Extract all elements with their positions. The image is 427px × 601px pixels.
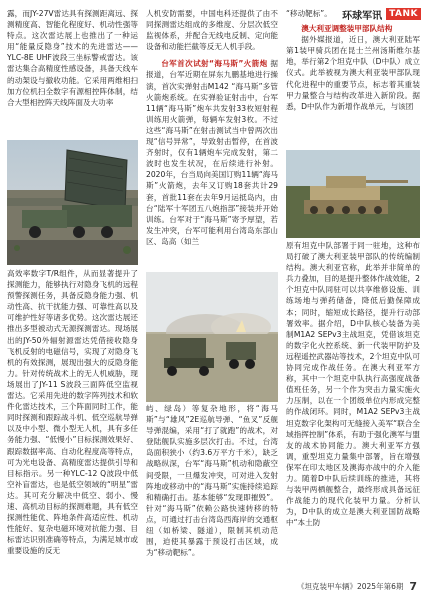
- paragraph: 据外媒报道，近日，澳大利亚陆军第1装甲骑兵团在昆士兰州汤斯维尔基地，举行第2个坦克中队（D中队）成立仪式。此举被视为澳大利亚装甲部队现代化进程中的重要节点，标志着其重装甲力量整合与结构改革进入新阶段。据悉，D中队作为新增作战单元，与该团: [286, 35, 420, 111]
- page-number: 7: [409, 580, 417, 593]
- paragraph: 露，而JY-27V雷达具有探测距离远、探测精度高、智能化程度好、机动性强等特点。这次雷达展上也推出了一种运用“能量反隐身”技术的先进雷达——YLC-8E UHF波段三坐标警戒雷达。该雷达集合高精度性感设备，具备天线车的动架设与撤收功能。它采用两维相扫加方位机扫全数字有源相控阵体制，结合大型相控阵天线阵面及大功率: [7, 9, 138, 107]
- paragraph: 人机安防需要，中国电科还提供了由不同探测雷达组成的多维度、分层次低空监视体系，并配合无线电反制、定向能设备和动能拦截等反无人机手段。: [146, 9, 278, 52]
- paragraph: 据报道，台军近期在屏东九鹏基地进行操演，首次实弹射击M142 “海马斯”多管火箭炮系统。在实弹验证射击中，台军11辆“海马斯”炮车共发射33枚短射程训练用火箭弹，每辆车发射3枚。不过这些“海马斯”在射击测试当中曾两次出现“信号异常”，导致射击暂停，在首波齐射时，仅有1辆炮车完成发射，第二波时也发生状况，在后续进行补射。2020年，台当局向美国订购11辆“海马斯”火箭炮，去年又订购18套共计29套，首批11套在去年9月运抵岛内，由台“陆军十军团五八炮指部”接装并开始训练。台军对于“海马斯”寄予厚望，若发生冲突，台军可能利用台湾岛东部山区、岛高（如兰: [146, 59, 278, 246]
- column-1-top: [7, 8, 138, 108]
- page-footer: [297, 580, 417, 593]
- radar-vehicle-photo: [7, 140, 138, 265]
- journal-issue: 《坦克装甲车辆》2025年第6期: [296, 582, 404, 591]
- news-subheading: 澳大利亚调整装甲部队结构: [301, 24, 393, 34]
- section-tag: TANK: [386, 8, 421, 20]
- paragraph: 高效率数字T/R组件，从而显著提升了探测能力，能够执行对隐身飞机的远程预警探测任务，具备反隐身能力强、机动性高、抗干扰能力强、可靠性高以及可维护性好等诸多优势。这次雷达展还推出多型被动式无源探测雷达。现场展出的JY-50外辐射源雷达凭借接收隐身飞机反射的电磁信号，实现了对隐身飞机的有效探测，展现出强大的反隐身能力。针对传统战术上的无人机威胁，现场展出了JY-11 S波段三面阵低空监视雷达。它采用先进的数字阵列技术和软件化雷达技术，三个阵面同时工作，能同时探测和跟踪战斗机、低空巡航导弹以及中小型、微小型无人机，具有多任务能力强、“低慢小”目标探测效果好、跟踪数据率高、自动化程度高等特点，可为光电设备、高精度雷达提供引导和目标指示。另一种YLC-12 Q波段中低空补盲雷达，也是低空领域的“明星”雷达。其可充分解决中低空、弱小、慢速、高机动目标的探测难题，具有低空探测性能优、阵地条件高适应性、机动性能好、复杂电磁环境对抗能力强、目标雷达识别准确等特点，为满足城市或重要设施的反无: [7, 269, 138, 556]
- column-3-bottom: [286, 240, 420, 528]
- column-2-top: [146, 8, 278, 247]
- column-2-bottom: [146, 403, 278, 558]
- paragraph: 屿、绿岛）等复杂地形，将“海马斯”与“雄风”2E巡航导弹、“鱼叉”反舰导弹混编，采用“打了就跑”的战术，对登陆舰队实施多层次打击。不过，台湾岛面积狭小（约3.6万平方千米），缺乏战略纵深，台军“海马斯”机动和隐蔽空间受限，一旦爆发冲突，可对进入发射阵地或移动中的“海马斯”实施持续追踪和精确打击。基本能够“发现即摧毁”。针对“海马斯”依赖公路快速转移的特点，可通过打击台湾岛西海岸的交通枢纽（如桥梁、隧道），限制其机动范围，迫使其暴露于预设打击区域，成为“移动靶标”。: [146, 404, 278, 558]
- abrams-tank-photo: [286, 150, 420, 238]
- news-subheading: 台军首次试射“海马斯”火箭炮: [161, 59, 268, 69]
- paragraph: 原有坦克中队部署于同一驻地，这种布局打破了澳大利亚装甲部队的传统编制结构。澳大利亚官称，此举并非简单的兵力叠加，目的是提升整体作战效能，2个坦克中队同驻可以共享维修设施、训练场地与弹药储备，降低后勤保障成本；同时，缩短成长路径，提升行动部署效率。据介绍，D中队核心装备为美制M1A2 SEPv3主战坦克，凭借该坦克的数字化火控系统、新一代装甲防护及远程遥控武器站等技术，2个坦克中队可协同完成作战任务。在澳大利亚军方称，其中一个坦克中队执行高强度战备值班任务，另一个作为突击力量实施火力压制，以在一个团级单位内形成完整的作战闭环。同时，M1A2 SEPv3主战坦克数字化架构可无缝接入美军“联合全域指挥控制”体系，有助于强化澳军与盟友的战术协同能力。澳大利亚军方强调，重型坦克力量集中部署，旨在增强保军在印太地区及澳海亦战中的介入能力。随着D中队后续训练的推进，其将与装甲两栖舰整合，最终形成具备远征作战能力的现代化装甲力量。分析认为，D中队的成立是澳大利亚国防战略中“本土防: [286, 241, 420, 528]
- section-title: 环球军讯: [342, 10, 383, 22]
- column-3-top: [286, 8, 420, 112]
- paragraph: “移动靶标”。: [286, 9, 332, 18]
- himars-launch-photo: [146, 272, 278, 402]
- column-1-bottom: [7, 268, 138, 556]
